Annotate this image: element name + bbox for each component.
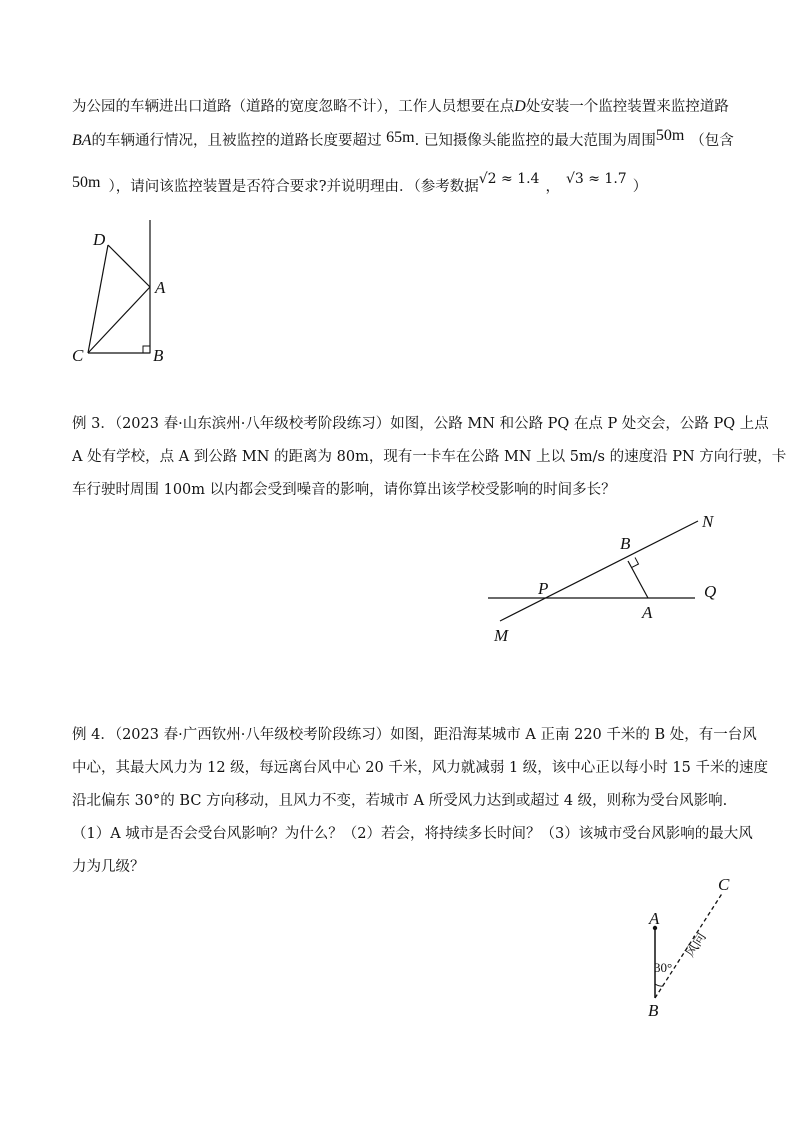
label-b3: B (648, 1001, 659, 1020)
value-50m: 50m (655, 127, 685, 144)
ex3-line-3: 车行驶时周围 100m 以内都会受到噪音的影响，请你算出该学校受影响的时间多长？ (72, 482, 616, 498)
segment-ab (628, 561, 648, 598)
label-a2: A (642, 603, 653, 622)
angle-arc (655, 984, 663, 986)
figure-dcab (60, 215, 200, 375)
sqrt3-ref: √3 ≈ 1.7 (565, 171, 627, 187)
ex4-line-1: 例 4．（2023 春·广西钦州·八年级校考阶段练习）如图，距沿海某城市 A 正南 220 千米的 B 处，有一台风 (72, 727, 757, 743)
segment-dc (88, 245, 108, 353)
segment-da (108, 245, 150, 287)
right-angle-mark-2 (632, 558, 639, 568)
label-a3: A (649, 909, 660, 928)
ex4-line-2: 中心，其最大风力为 12 级，每远离台风中心 20 千米，风力就减弱 1 级，该中心正以每小时 15 千米的速度 (72, 760, 768, 776)
value-65m: 65m (386, 129, 415, 146)
wind-direction-label: 风向 (681, 929, 709, 960)
value-50m-2: 50m (72, 174, 101, 191)
label-c3: C (718, 875, 730, 894)
ex4-line-5: 力为几级？ (72, 859, 145, 875)
ex3-line-1: 例 3．（2023 春·山东滨州·八年级校考阶段练习）如图，公路 MN 和公路 PQ 在点 P 处交会，公路 PQ 上点 (72, 416, 769, 432)
right-angle-mark (143, 346, 150, 353)
figure-typhoon (620, 870, 750, 1030)
problem-line-3: 50m ），请问该监控装置是否符合要求?并说明理由．（参考数据√2 ≈ 1.4 ， √3 ≈ 1.7 ） (72, 171, 648, 195)
label-a: A (155, 278, 166, 297)
ex3-line-2: A 处有学校，点 A 到公路 MN 的距离为 80m，现有一卡车在公路 MN 上以 5m/s 的速度沿 PN 方向行驶，卡 (72, 449, 787, 465)
label-d: D (93, 230, 106, 249)
problem-line-2: BA的车辆通行情况，且被监控的道路长度要超过 65m. 已知摄像头能监控的最大范围为周围50m （包含 (72, 127, 734, 149)
label-q: Q (704, 582, 717, 601)
label-m: M (494, 626, 509, 645)
label-b: B (153, 346, 164, 365)
label-p: P (538, 579, 549, 598)
ex4-line-4: （1）A 城市是否会受台风影响？为什么？（2）若会，将持续多长时间？（3）该城市受台风影响的最大风 (72, 826, 753, 842)
sqrt2-ref: √2 ≈ 1.4 (478, 171, 540, 187)
segment-ba-label: BA (72, 132, 92, 149)
label-c: C (72, 346, 84, 365)
angle-label: 30° (654, 960, 673, 975)
label-b2: B (620, 534, 631, 553)
label-n: N (702, 512, 714, 531)
problem-line-1: 为公园的车辆进出口道路（道路的宽度忽略不计），工作人员想要在点D处安装一个监控装置来监控道路 (72, 98, 729, 115)
road-mn (500, 521, 698, 621)
point-d-label: D (514, 98, 526, 115)
ex4-line-3: 沿北偏东 30°的 BC 方向移动，且风力不变，若城市 A 所受风力达到或超过 4 级，则称为受台风影响. (72, 793, 728, 809)
figure-mn-pq (480, 505, 740, 655)
segment-ca (88, 287, 150, 353)
